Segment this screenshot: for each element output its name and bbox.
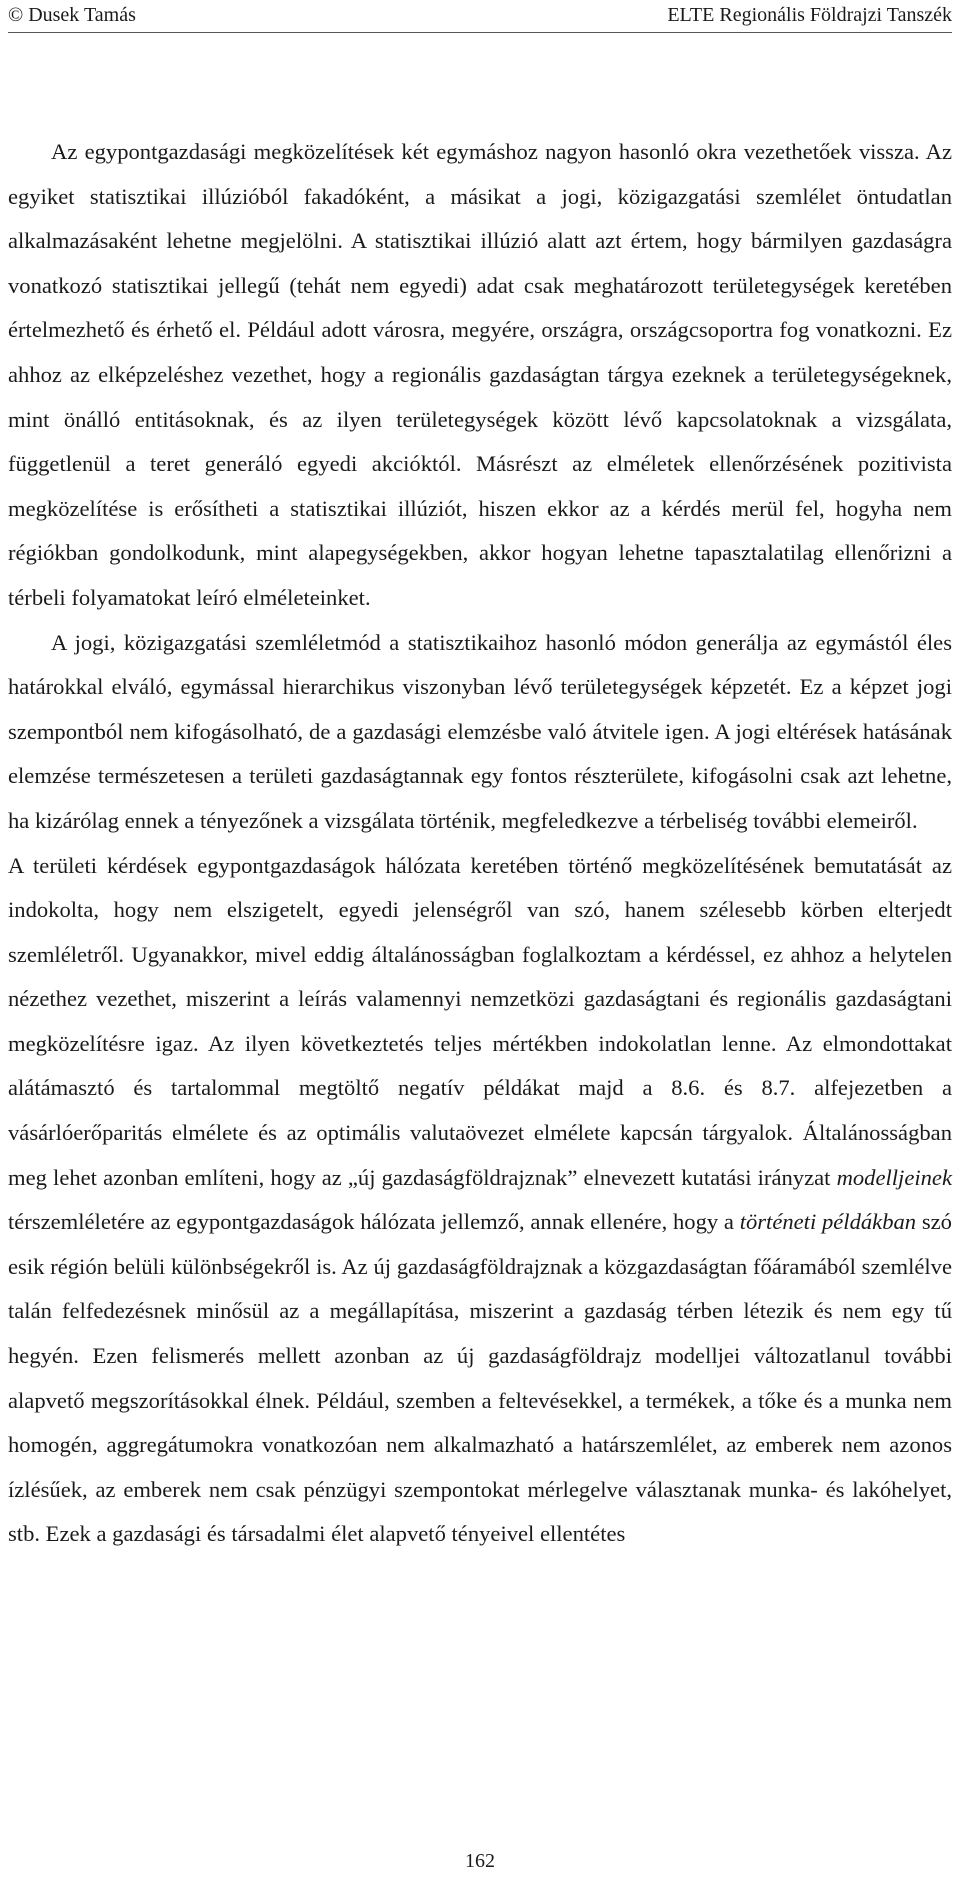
italic-term-historical-examples: történeti példákban <box>739 1209 917 1235</box>
paragraph-text-segment: szó esik régión belüli különbségekről is. Az új gazdaságföldrajznak a közgazdaságtan főáramából szemlélve talán felfedezésnek minősül az a megállapítása, miszerint a gazdaság térben létezik és nem egy tű hegyén. Ezen felismerés mellett azonban az új gazdaságföldrajz modelljei változatlanul további alapvető megszorításokkal élnek. Például, szemben a feltevésekkel, a termékek, a tőke és a munka nem homogén, aggregátumokra vonatkozóan nem alkalmazható a határszemlélet, az emberek nem azonos ízlésűek, az emberek nem csak pénzügyi szempontokat mérlegelve választanak munka- és lakóhelyet, stb. Ezek a gazdasági és társadalmi élet alapvető tényeivel ellentétes <box>8 1209 952 1547</box>
paragraph-text-segment: térszemléletére az egypontgazdaságok hálózata jellemző, annak ellenére, hogy a <box>8 1209 740 1235</box>
paragraph-legal-administrative: A jogi, közigazgatási szemléletmód a statisztikaihoz hasonló módon generálja az egymástól éles határokkal elváló, egymással hierarchikus viszonyban lévő területegységek képzetét. Ez a képzet jogi szempontból nem kifogásolható, de a gazdasági elemzésbe való átvitele igen. A jogi eltérések hatásának elemzése természetesen a területi gazdaságtannak egy fontos részterülete, kifogásolni csak azt lehetne, ha kizárólag ennek a tényezőnek a vizsgálata történik, megfeledkezve a térbeliség további elemeiről. <box>8 629 952 833</box>
paragraph-statistical-illusion: Az egypontgazdasági megközelítések két egymáshoz nagyon hasonló okra vezethetőek vissza. Az egyiket statisztikai illúzióból fakadóként, a másikat a jogi, közigazgatási szemlélet öntudatlan alkalmazásaként lehetne megjelölni. A statisztikai illúzió alatt azt értem, hogy bármilyen gazdaságra vonatkozó statisztikai jellegű (tehát nem egyedi) adat csak meghatározott területegységek keretében értelmezhető és érhető el. Például adott városra, megyére, országra, országcsoportra fog vonatkozni. Ez ahhoz az elképzeléshez vezethet, hogy a regionális gazdaságtan tárgya ezeknek a területegységeknek, mint önálló entitásoknak, és az ilyen területegységek között lévő kapcsolatoknak a vizsgálata, függetlenül a teret generáló egyedi akcióktól. Másrészt az elméletek ellenőrzésének pozitivista megközelítése is erősítheti a statisztikai illúziót, hiszen ekkor az a kérdés merül fel, hogyha nem régiókban gondolkodunk, mint alapegységekben, akkor hogyan lehetne tapasztalatilag ellenőrizni a térbeli folyamatokat leíró elméleteinket. <box>8 139 952 610</box>
header-author: © Dusek Tamás <box>8 4 136 26</box>
body-text <box>8 130 952 1557</box>
paragraph-text-segment: A területi kérdések egypontgazdaságok hálózata keretében történő megközelítésének bemutatását az indokolta, hogy nem elszigetelt, egyedi jelenségről van szó, hanem szélesebb körben elterjedt szemléletről. Ugyanakkor, mivel eddig általánosságban foglalkoztam a kérdéssel, ez ahhoz a helytelen nézethez vezethet, miszerint a leírás valamennyi nemzetközi gazdaságtani és regionális gazdaságtani megközelítésre igaz. Az ilyen következtetés teljes mértékben indokolatlan lenne. Az elmondottakat alátámasztó és tartalommal megtöltő negatív példákat majd a 8.6. és 8.7. alfejezetben a vásárlóerőparitás elmélete és az optimális valutaövezet elmélete kapcsán tárgyalok. Általánosságban meg lehet azonban említeni, hogy az „új gazdaságföldrajznak” elnevezett kutatási irányzat <box>8 852 952 1190</box>
paragraph-new-economic-geography <box>8 844 952 1558</box>
page-header <box>8 2 952 33</box>
page-number: 162 <box>465 1850 495 1872</box>
italic-term-models: modelljeinek <box>836 1164 952 1190</box>
header-institution: ELTE Regionális Földrajzi Tanszék <box>667 4 952 26</box>
